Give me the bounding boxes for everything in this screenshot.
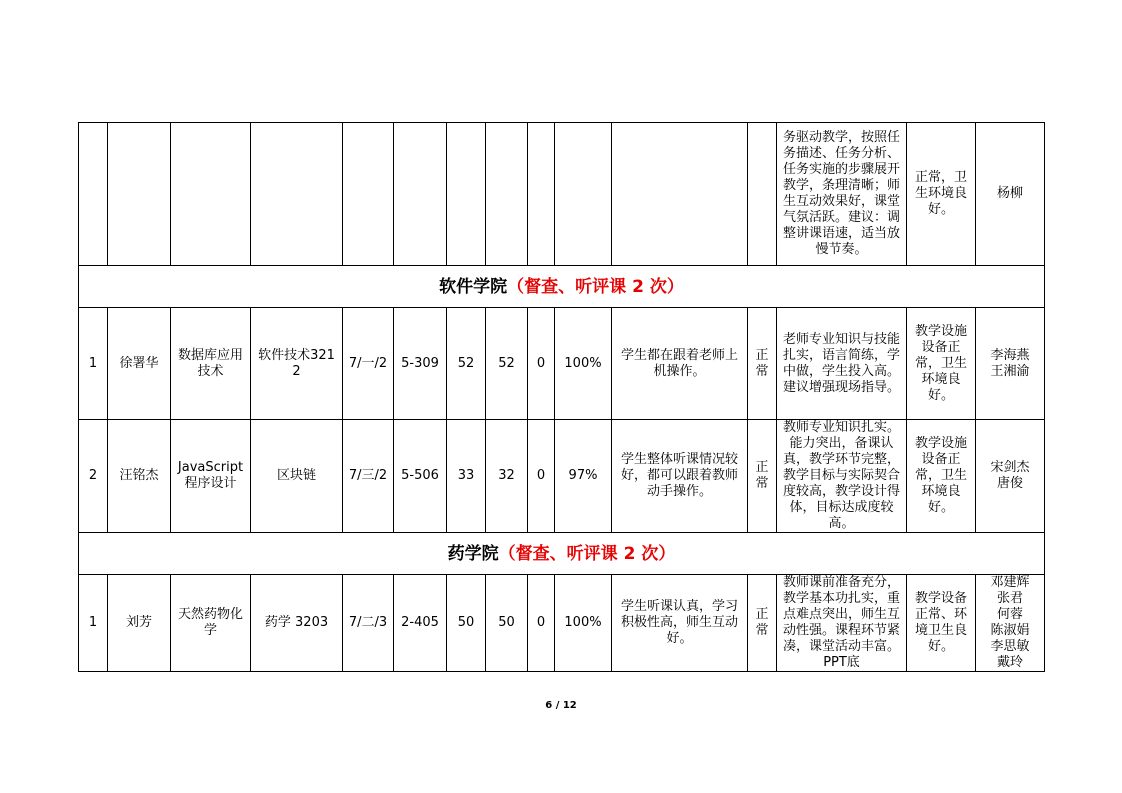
- inspector-cell: 李海燕 王湘渝: [976, 308, 1045, 420]
- comment-cell: 教师课前准备充分，教学基本功扎实，重点难点突出，师生互动性强。课程环节紧凑，课堂活动丰富。PPT底: [777, 575, 907, 672]
- expected-cell: 52: [447, 308, 486, 420]
- inspection-table: [78, 122, 1045, 672]
- rate-cell: 97%: [555, 420, 612, 533]
- actual-cell: 50: [486, 575, 528, 672]
- teacher-cell: 汪铭杰: [108, 420, 171, 533]
- section-header-pharmacy: [79, 533, 1045, 575]
- blank-cell: [171, 123, 251, 266]
- comment-cell: 务驱动教学，按照任务描述、任务分析、任务实施的步骤展开教学，条理清晰；师生互动效果好，课堂气氛活跃。建议：调整讲课语速，适当放慢节奏。: [777, 123, 907, 266]
- blank-cell: [343, 123, 394, 266]
- inspector-cell: 杨柳: [976, 123, 1045, 266]
- order-cell: 正常: [748, 308, 777, 420]
- table-row: [79, 308, 1045, 420]
- section-title: [79, 533, 1045, 575]
- course-cell: JavaScript程序设计: [171, 420, 251, 533]
- time-cell: 7/三/2: [343, 420, 394, 533]
- actual-cell: 32: [486, 420, 528, 533]
- blank-cell: [108, 123, 171, 266]
- section-header-software: [79, 266, 1045, 308]
- equipment-cell: 教学设施设备正常，卫生环境良好。: [907, 308, 976, 420]
- row-number: 1: [79, 308, 108, 420]
- room-cell: 5-309: [394, 308, 447, 420]
- student-cell: 学生都在跟着老师上机操作。: [612, 308, 748, 420]
- absent-cell: 0: [528, 308, 555, 420]
- class-cell: 药学 3203: [251, 575, 343, 672]
- section-name: 软件学院: [439, 276, 508, 297]
- comment-cell: 教师专业知识扎实。能力突出，备课认真，教学环节完整，教学目标与实际契合度较高，教学设计得体，目标达成度较高。: [777, 420, 907, 533]
- row-number: 1: [79, 575, 108, 672]
- teacher-cell: 徐署华: [108, 308, 171, 420]
- room-cell: 2-405: [394, 575, 447, 672]
- equipment-cell: 教学设备正常、环境卫生良好。: [907, 575, 976, 672]
- expected-cell: 33: [447, 420, 486, 533]
- blank-cell: [486, 123, 528, 266]
- order-cell: 正常: [748, 420, 777, 533]
- continuation-row: [79, 123, 1045, 266]
- student-cell: 学生整体听课情况较好，都可以跟着教师动手操作。: [612, 420, 748, 533]
- table-row: [79, 575, 1045, 672]
- blank-cell: [528, 123, 555, 266]
- teacher-cell: 刘芳: [108, 575, 171, 672]
- section-note: （督查、听评课 2 次）: [498, 543, 676, 564]
- actual-cell: 52: [486, 308, 528, 420]
- blank-cell: [748, 123, 777, 266]
- room-cell: 5-506: [394, 420, 447, 533]
- absent-cell: 0: [528, 575, 555, 672]
- time-cell: 7/一/2: [343, 308, 394, 420]
- rate-cell: 100%: [555, 575, 612, 672]
- section-name: 药学院: [447, 543, 499, 564]
- blank-cell: [79, 123, 108, 266]
- expected-cell: 50: [447, 575, 486, 672]
- course-cell: 数据库应用技术: [171, 308, 251, 420]
- equipment-cell: 正常，卫生环境良好。: [907, 123, 976, 266]
- rate-cell: 100%: [555, 308, 612, 420]
- class-cell: 软件技术3212: [251, 308, 343, 420]
- student-cell: 学生听课认真，学习积极性高，师生互动好。: [612, 575, 748, 672]
- time-cell: 7/二/3: [343, 575, 394, 672]
- course-cell: 天然药物化学: [171, 575, 251, 672]
- blank-cell: [251, 123, 343, 266]
- row-number: 2: [79, 420, 108, 533]
- absent-cell: 0: [528, 420, 555, 533]
- order-cell: 正常: [748, 575, 777, 672]
- blank-cell: [612, 123, 748, 266]
- equipment-cell: 教学设施设备正常，卫生环境良好。: [907, 420, 976, 533]
- class-cell: 区块链: [251, 420, 343, 533]
- section-title: [79, 266, 1045, 308]
- page-number: 6 / 12: [545, 700, 577, 711]
- inspector-cell: 宋剑杰 唐俊: [976, 420, 1045, 533]
- blank-cell: [555, 123, 612, 266]
- table-row: [79, 420, 1045, 533]
- inspector-cell: 邓建辉 张君 何蓉 陈淑娟 李思敏 戴玲: [976, 575, 1045, 672]
- section-note: （督查、听评课 2 次）: [507, 276, 684, 297]
- comment-cell: 老师专业知识与技能扎实，语言简练，学中做，学生投入高。建议增强现场指导。: [777, 308, 907, 420]
- blank-cell: [394, 123, 447, 266]
- blank-cell: [447, 123, 486, 266]
